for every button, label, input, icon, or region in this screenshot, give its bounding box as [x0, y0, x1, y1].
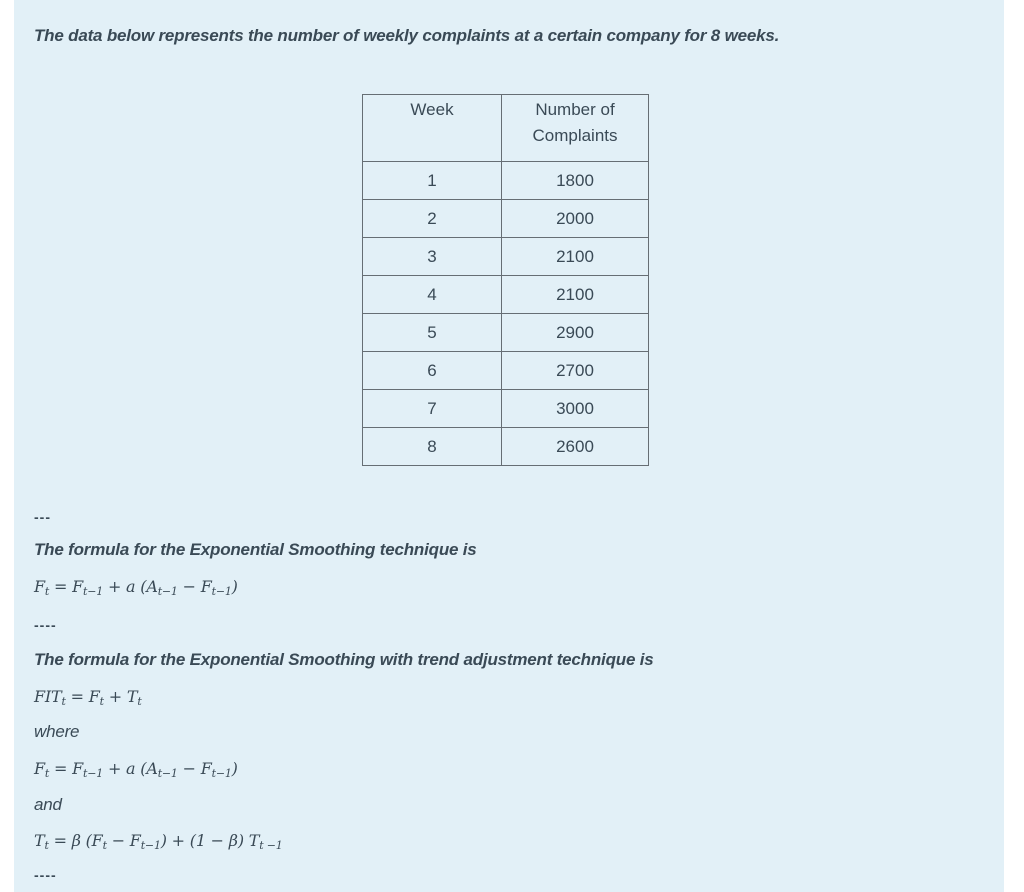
table-row: [363, 238, 649, 276]
complaints-cell: 2600: [502, 428, 649, 466]
complaints-cell: 2900: [502, 314, 649, 352]
week-cell: 5: [363, 314, 502, 352]
ft-formula: $F_t = F_{t-1} + a$ $(A_{t-1} - F_{t-1})$: [34, 759, 238, 780]
intro-text: The data below represents the number of weekly complaints at a certain company for 8 weeks.: [34, 26, 780, 45]
complaints-cell: 2000: [502, 200, 649, 238]
week-cell: 7: [363, 390, 502, 428]
complaints-cell: 1800: [502, 162, 649, 200]
complaints-cell: 2700: [502, 352, 649, 390]
table-row: [363, 390, 649, 428]
complaints-cell: 2100: [502, 276, 649, 314]
separator-3: ----: [34, 867, 57, 883]
trend-formula: $T_t = \beta$ $(F_t - F_{t-1}) + (1 - \beta)$ $T_{t -1}$: [34, 831, 283, 852]
week-cell: 1: [363, 162, 502, 200]
week-cell: 8: [363, 428, 502, 466]
complaints-cell: 3000: [502, 390, 649, 428]
week-cell: 3: [363, 238, 502, 276]
separator-2: ----: [34, 617, 57, 633]
content-panel: [14, 0, 1004, 892]
week-header: Week: [363, 95, 502, 162]
exp-smoothing-heading: The formula for the Exponential Smoothing technique is: [34, 540, 477, 559]
complaints-cell: 2100: [502, 238, 649, 276]
exp-smoothing-formula: $F_t = F_{t-1} + a$ $(A_{t-1} - F_{t-1})$: [34, 577, 238, 598]
complaints-table: [362, 94, 649, 466]
table-row: [363, 352, 649, 390]
table-row: [363, 314, 649, 352]
where-label: where: [34, 722, 80, 741]
fit-formula: $FIT_t = F_t + T_t$: [34, 687, 142, 708]
week-cell: 4: [363, 276, 502, 314]
table-row: [363, 276, 649, 314]
trend-adjustment-heading: The formula for the Exponential Smoothing with trend adjustment technique is: [34, 650, 654, 669]
week-cell: 6: [363, 352, 502, 390]
separator-1: ---: [34, 509, 51, 525]
and-label: and: [34, 795, 62, 814]
table-row: [363, 162, 649, 200]
table-header-row: [363, 95, 649, 162]
table-row: [363, 200, 649, 238]
complaints-header: Number of Complaints: [502, 95, 649, 162]
week-cell: 2: [363, 200, 502, 238]
table-row: [363, 428, 649, 466]
